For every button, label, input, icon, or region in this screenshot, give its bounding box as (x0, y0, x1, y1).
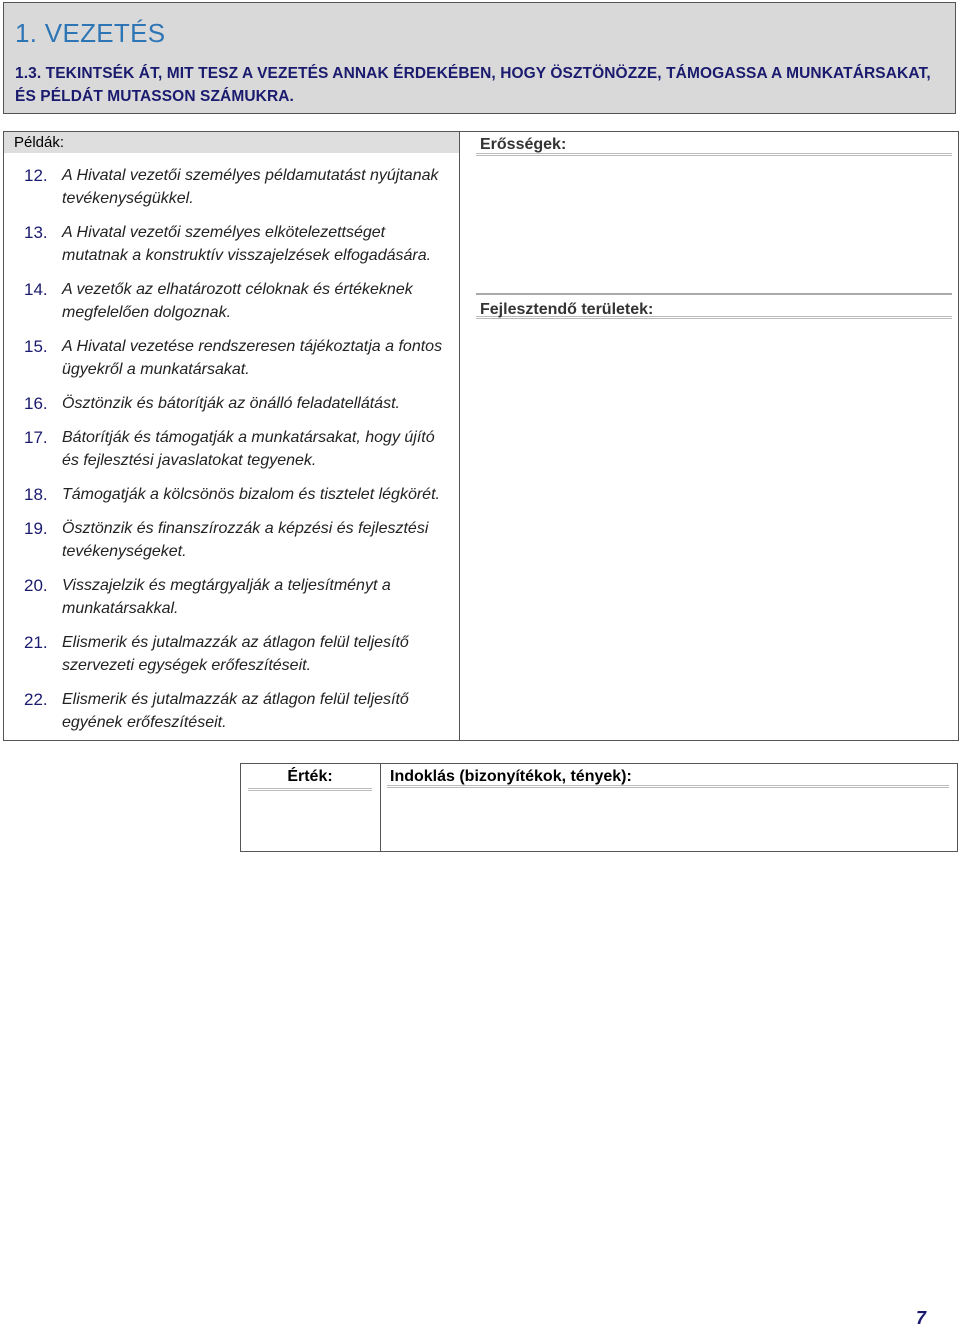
list-item (4, 517, 460, 563)
item-number: 22. (24, 690, 48, 709)
list-item (4, 164, 460, 210)
examples-column (4, 132, 460, 740)
list-item (4, 631, 460, 677)
item-number: 17. (24, 428, 48, 447)
examples-list (4, 164, 460, 745)
item-number: 12. (24, 166, 48, 185)
item-number: 16. (24, 394, 48, 413)
reason-label: Indoklás (bizonyítékok, tények): (387, 766, 949, 788)
value-column[interactable] (241, 764, 381, 851)
list-item (4, 574, 460, 620)
list-item (4, 221, 460, 267)
item-number: 18. (24, 485, 48, 504)
list-item (4, 483, 460, 506)
list-item (4, 392, 460, 415)
list-item (4, 278, 460, 324)
reason-column[interactable] (381, 764, 957, 851)
item-number: 21. (24, 633, 48, 652)
item-number: 20. (24, 576, 48, 595)
item-text: Ösztönzik és finanszírozzák a képzési és fejlesztési tevékenységeket. (62, 520, 429, 560)
item-text: Támogatják a kölcsönös bizalom és tisztelet légkörét. (62, 486, 440, 503)
section-header (3, 2, 956, 114)
section-title: 1. VEZETÉS (15, 18, 166, 48)
list-item (4, 335, 460, 381)
examples-table (3, 131, 959, 741)
item-number: 14. (24, 280, 48, 299)
list-item (4, 688, 460, 734)
item-text: A vezetők az elhatározott céloknak és értékeknek megfelelően dolgoznak. (62, 281, 413, 321)
item-text: Bátorítják és támogatják a munkatársakat, hogy újító és fejlesztési javaslatokat tegyenek. (62, 429, 435, 469)
item-text: Elismerik és jutalmazzák az átlagon felül teljesítő szervezeti egységek erőfeszítéseit. (62, 634, 409, 674)
item-number: 19. (24, 519, 48, 538)
item-text: A Hivatal vezetői személyes példamutatást nyújtanak tevékenységükkel. (62, 167, 439, 207)
item-text: Elismerik és jutalmazzák az átlagon felül teljesítő egyének erőfeszítéseit. (62, 691, 409, 731)
strengths-field[interactable]: Erősségek: (476, 134, 952, 156)
item-text: Ösztönzik és bátorítják az önálló feladatellátást. (62, 395, 400, 412)
assessment-column (460, 132, 958, 740)
list-item (4, 426, 460, 472)
page-number: 7 (915, 1308, 926, 1328)
item-text: Visszajelzik és megtárgyalják a teljesítményt a munkatársakkal. (62, 577, 391, 617)
item-text: A Hivatal vezetése rendszeresen tájékoztatja a fontos ügyekről a munkatársakat. (62, 338, 443, 378)
examples-label: Példák: (4, 132, 459, 153)
item-number: 13. (24, 223, 48, 242)
subsection-title: 1.3. TEKINTSÉK ÁT, MIT TESZ A VEZETÉS ANNAK ÉRDEKÉBEN, HOGY ÖSZTÖNÖZZE, TÁMOGASSA A MUNKATÁRSAKAT, ÉS PÉLDÁT MUTASSON SZÁMUKRA. (15, 65, 931, 105)
improvement-field[interactable]: Fejlesztendő területek: (476, 293, 952, 319)
value-label: Érték: (248, 766, 372, 791)
rating-table (240, 763, 958, 852)
item-number: 15. (24, 337, 48, 356)
item-text: A Hivatal vezetői személyes elkötelezettséget mutatnak a konstruktív visszajelzések elfogadására. (62, 224, 432, 264)
